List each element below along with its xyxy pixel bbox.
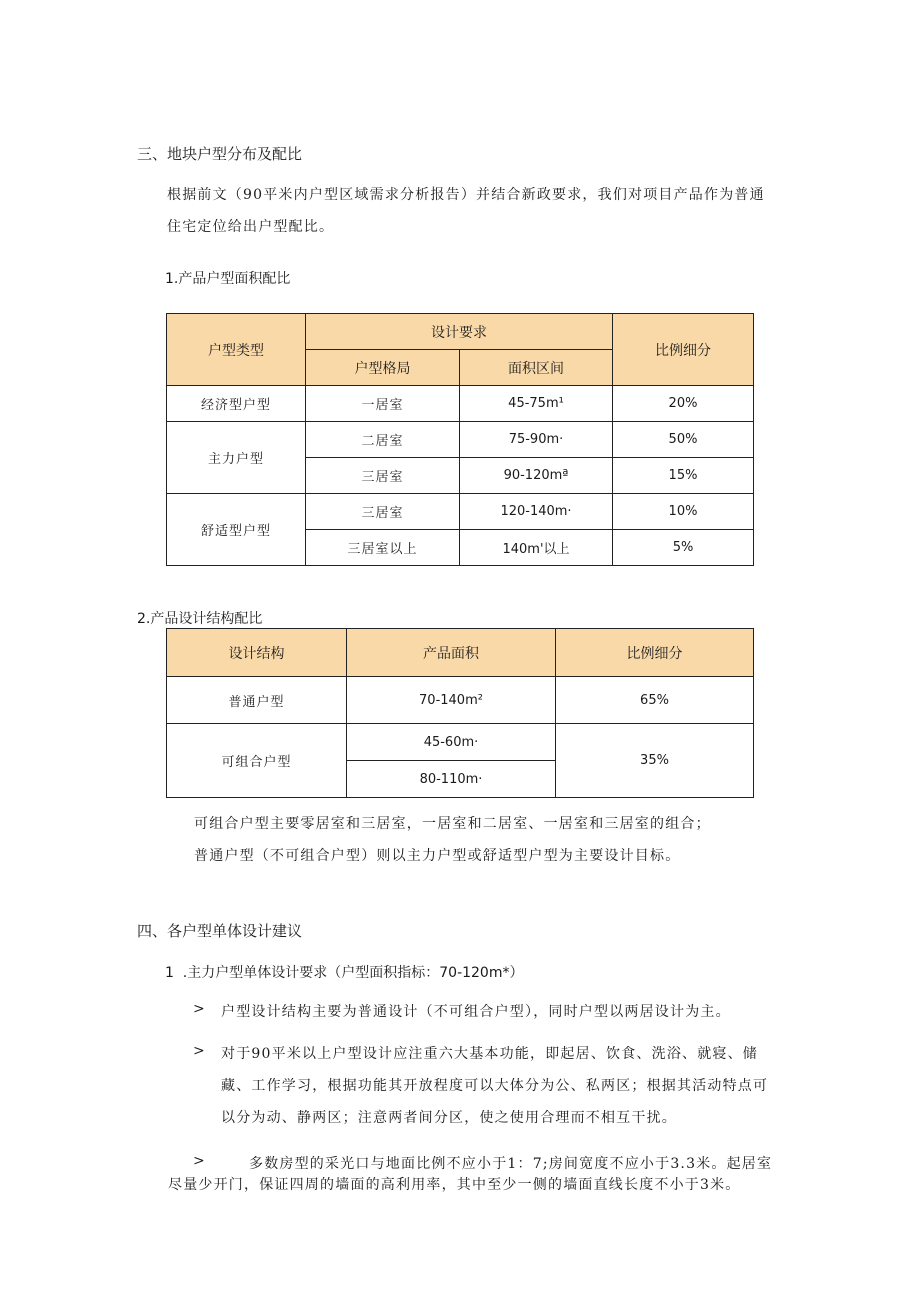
layout-cell: 一居室 (306, 386, 460, 422)
header-design-requirement: 设计要求 (306, 314, 613, 350)
area-cell: 120-140m· (460, 494, 613, 530)
table-2-title: 2.产品设计结构配比 (137, 611, 263, 627)
table-2-note-2: 普通户型（不可组合户型）则以主力户型或舒适型户型为主要设计目标。 (194, 848, 681, 864)
bullet-marker: > (193, 1153, 206, 1169)
area-cell: 80-110m· (347, 761, 556, 798)
layout-cell: 三居室以上 (306, 530, 460, 566)
header-ratio: 比例细分 (613, 314, 754, 386)
layout-cell: 三居室 (306, 458, 460, 494)
area-cell: 75-90m· (460, 422, 613, 458)
area-cell: 45-60m· (347, 724, 556, 761)
bullet-2-line-3: 以分为动、静两区；注意两者间分区，使之使用合理而不相互干扰。 (221, 1110, 677, 1126)
ratio-cell: 15% (613, 458, 754, 494)
structure-cell: 可组合户型 (167, 724, 347, 798)
area-cell: 90-120mª (460, 458, 613, 494)
unit-type-cell: 主力户型 (167, 422, 306, 494)
bullet-2-line-2: 藏、工作学习，根据功能其开放程度可以大体分为公、私两区；根据其活动特点可 (221, 1078, 769, 1094)
ratio-cell: 10% (613, 494, 754, 530)
section-4-title: 四、各户型单体设计建议 (137, 922, 303, 940)
table-2-note-1: 可组合户型主要零居室和三居室，一居室和二居室、一居室和三居室的组合； (194, 816, 711, 832)
bullet-3-line-1: 多数房型的采光口与地面比例不应小于1：7;房间宽度不应小于3.3米。起居室 (249, 1156, 773, 1172)
bullet-marker: > (193, 1043, 206, 1059)
ratio-cell: 50% (613, 422, 754, 458)
table-row (167, 677, 754, 724)
table-row (167, 724, 754, 761)
section-3-paragraph-line-2: 住宅定位给出户型配比。 (167, 219, 335, 235)
bullet-3-line-2: 尽量少开门，保证四周的墙面的高利用率，其中至少一侧的墙面直线长度不小于3米。 (168, 1177, 741, 1193)
layout-cell: 三居室 (306, 494, 460, 530)
section-3-title: 三、地块户型分布及配比 (137, 145, 303, 163)
table-1-title: 1.产品户型面积配比 (165, 271, 291, 287)
bullet-2-line-1: 对于90平米以上户型设计应注重六大基本功能，即起居、饮食、洗浴、就寝、储 (221, 1046, 759, 1062)
layout-cell: 二居室 (306, 422, 460, 458)
header-layout: 户型格局 (306, 350, 460, 386)
header-ratio: 比例细分 (556, 629, 754, 677)
header-area-range: 面积区间 (460, 350, 613, 386)
table-row (167, 494, 754, 530)
section-4-subtitle: 1 .主力户型单体设计要求（户型面积指标：70-120m*） (165, 965, 524, 981)
table-row (167, 422, 754, 458)
section-3-paragraph-line-1: 根据前文（90平米内户型区域需求分析报告）并结合新政要求，我们对项目产品作为普通 (167, 187, 765, 203)
design-structure-ratio-table (166, 628, 754, 798)
table-row (167, 386, 754, 422)
header-product-area: 产品面积 (347, 629, 556, 677)
area-cell: 70-140m² (347, 677, 556, 724)
area-cell: 45-75m¹ (460, 386, 613, 422)
ratio-cell: 20% (613, 386, 754, 422)
ratio-cell: 35% (556, 724, 754, 798)
bullet-1: 户型设计结构主要为普通设计（不可组合户型），同时户型以两居设计为主。 (221, 1004, 731, 1020)
ratio-cell: 65% (556, 677, 754, 724)
header-design-structure: 设计结构 (167, 629, 347, 677)
unit-area-ratio-table (166, 313, 754, 566)
unit-type-cell: 舒适型户型 (167, 494, 306, 566)
unit-type-cell: 经济型户型 (167, 386, 306, 422)
header-unit-type: 户型类型 (167, 314, 306, 386)
ratio-cell: 5% (613, 530, 754, 566)
bullet-marker: > (193, 1001, 206, 1017)
structure-cell: 普通户型 (167, 677, 347, 724)
area-cell: 140m'以上 (460, 530, 613, 566)
